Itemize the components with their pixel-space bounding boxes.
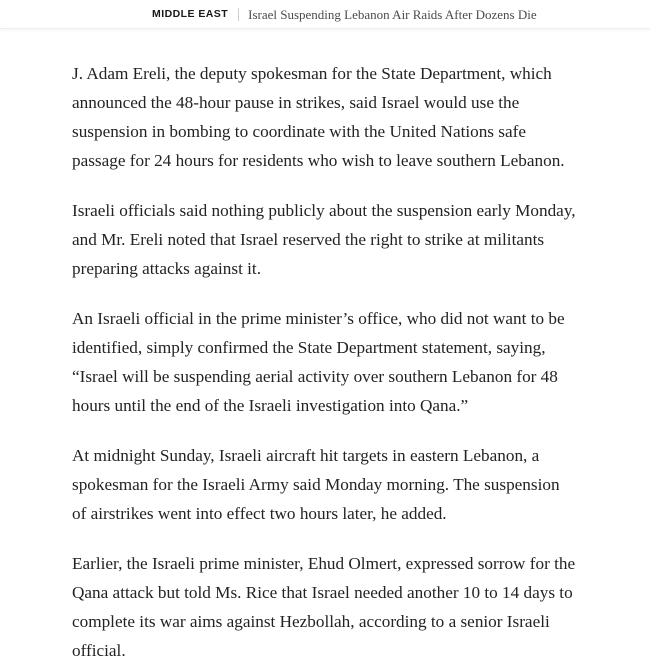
article-paragraph: Earlier, the Israeli prime minister, Ehud Olmert, expressed sorrow for the Qana attack but told Ms. Rice that Israel needed another 10 to 14 days to complete its war aims against Hezbollah, according to a senior Israeli official.: [72, 554, 576, 660]
vertical-divider-icon: [238, 8, 239, 21]
article-body: [0, 29, 650, 665]
sticky-section-header: [0, 0, 650, 29]
article-paragraph: An Israeli official in the prime minister’s office, who did not want to be identified, simply confirmed the State Department statement, saying, “Israel will be suspending aerial activity over southern Lebanon for 48 hours until the end of the Israeli investigation into Qana.”: [72, 309, 565, 415]
article-paragraph: At midnight Sunday, Israeli aircraft hit targets in eastern Lebanon, a spokesman for the Israeli Army said Monday morning. The suspension of airstrikes went into effect two hours later, he added.: [72, 446, 560, 523]
article-paragraph: J. Adam Ereli, the deputy spokesman for the State Department, which announced the 48-hour pause in strikes, said Israel would use the suspension in bombing to coordinate with the United Nations safe passage for 24 hours for residents who wish to leave southern Lebanon.: [72, 64, 565, 170]
header-headline-link[interactable]: Israel Suspending Lebanon Air Raids After Dozens Die: [248, 6, 537, 22]
section-kicker[interactable]: MIDDLE EAST: [152, 7, 229, 20]
article-paragraph: Israeli officials said nothing publicly about the suspension early Monday, and Mr. Ereli noted that Israel reserved the right to strike at militants preparing attacks against it.: [72, 201, 576, 278]
